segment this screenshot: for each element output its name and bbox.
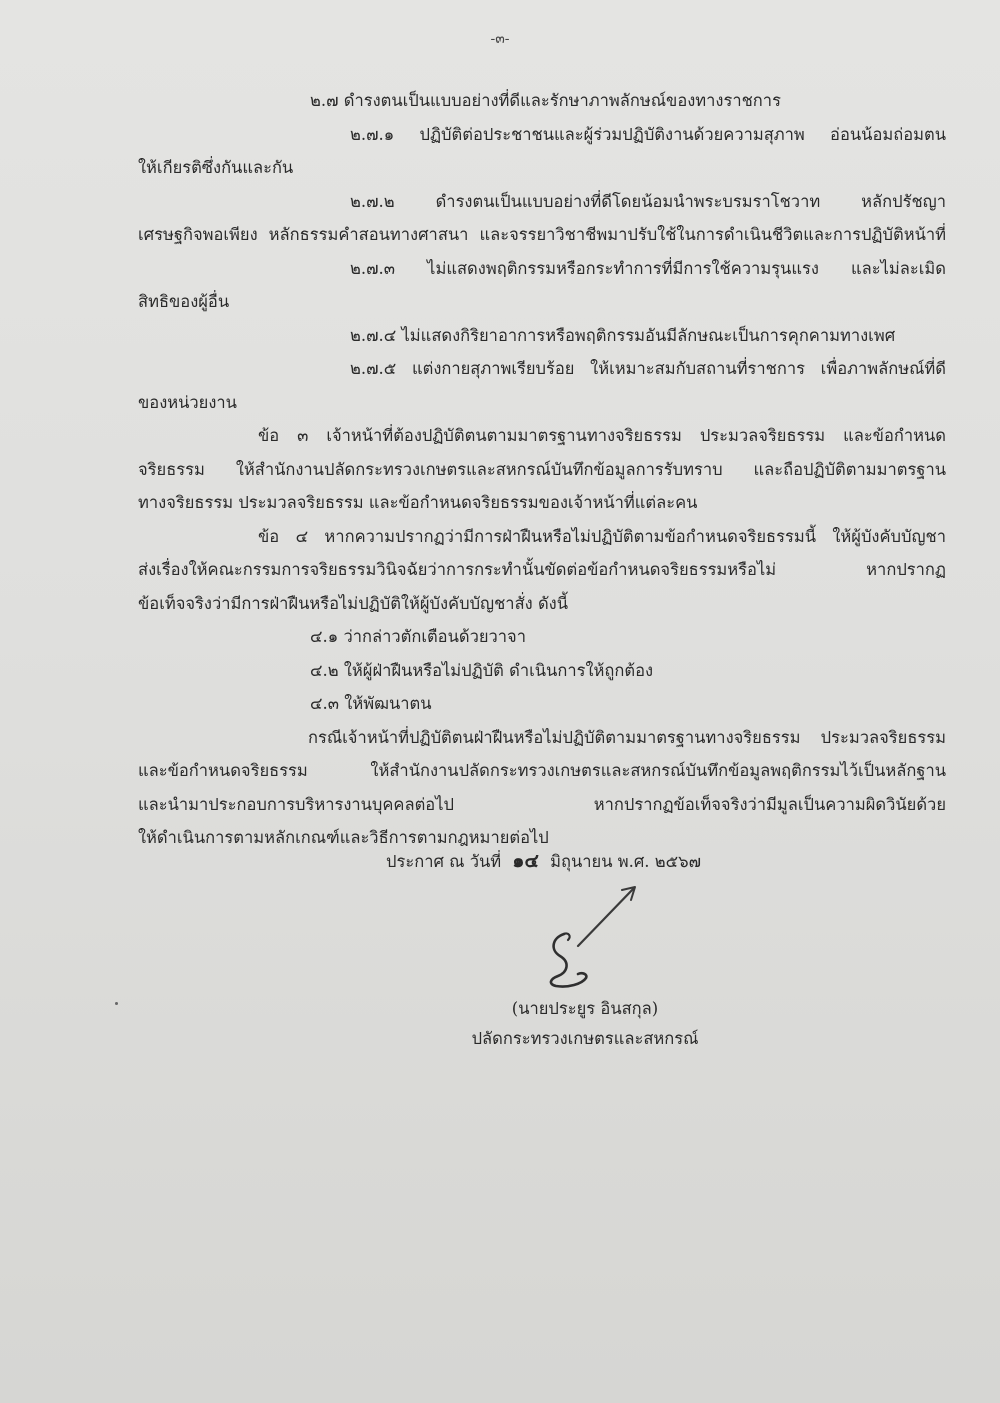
- body-line: เศรษฐกิจพอเพียง หลักธรรมคำสอนทางศาสนา และจรรยาวิชาชีพมาปรับใช้ในการดำเนินชีวิตและการปฏิบัติหน้าที่: [138, 225, 946, 244]
- signer-title: ปลัดกระทรวงเกษตรและสหกรณ์: [471, 1029, 699, 1048]
- announcement-prefix: ประกาศ ณ วันที่: [386, 852, 502, 871]
- body-line: ๒.๗.๓ ไม่แสดงพฤติกรรมหรือกระทำการที่มีการใช้ความรุนแรง และไม่ละเมิด: [350, 258, 946, 278]
- body-line: สิทธิของผู้อื่น: [138, 292, 230, 311]
- announcement-date: [386, 846, 701, 876]
- body-line: กรณีเจ้าหน้าที่ปฏิบัติตนฝ่าฝืนหรือไม่ปฏิบัติตามมาตรฐานทางจริยธรรม ประมวลจริยธรรม: [308, 727, 946, 747]
- body-line: ๔.๒ ให้ผู้ฝ่าฝืนหรือไม่ปฏิบัติ ดำเนินการให้ถูกต้อง: [310, 660, 654, 680]
- body-line: และนำมาประกอบการบริหารงานบุคคลต่อไป หากปรากฏข้อเท็จจริงว่ามีมูลเป็นความผิดวินัยด้วย: [138, 794, 946, 814]
- announcement-month-year: มิถุนายน พ.ศ. ๒๕๖๗: [550, 852, 702, 871]
- body-line: ๒.๗.๔ ไม่แสดงกิริยาอาการหรือพฤติกรรมอันมีลักษณะเป็นการคุกคามทางเพศ: [350, 325, 896, 345]
- body-line: ข้อ ๓ เจ้าหน้าที่ต้องปฏิบัติตนตามมาตรฐานทางจริยธรรม ประมวลจริยธรรม และข้อกำหนด: [258, 426, 946, 445]
- body-line: ของหน่วยงาน: [138, 392, 237, 412]
- body-line: และข้อกำหนดจริยธรรม ให้สำนักงานปลัดกระทรวงเกษตรและสหกรณ์บันทึกข้อมูลพฤติกรรมไว้เป็นหลักฐาน: [138, 761, 946, 780]
- document-body: [138, 84, 946, 855]
- scan-speck: [115, 1002, 118, 1005]
- body-line: ทางจริยธรรม ประมวลจริยธรรม และข้อกำหนดจริยธรรมของเจ้าหน้าที่แต่ละคน: [138, 493, 698, 512]
- body-line: จริยธรรม ให้สำนักงานปลัดกระทรวงเกษตรและสหกรณ์บันทึกข้อมูลการรับทราบ และถือปฏิบัติตามมาตรฐาน: [138, 459, 946, 479]
- body-line: ข้อ ๔ หากความปรากฏว่ามีการฝ่าฝืนหรือไม่ปฏิบัติตามข้อกำหนดจริยธรรมนี้ ให้ผู้บังคับบัญชา: [258, 526, 946, 546]
- announcement-day: ๑๔: [512, 850, 539, 872]
- signer-name: (นายประยูร อินสกุล): [511, 999, 659, 1018]
- body-line: ๔.๓ ให้พัฒนาตน: [310, 694, 432, 713]
- body-line: ๔.๑ ว่ากล่าวตักเตือนด้วยวาจา: [310, 627, 526, 646]
- body-line: ให้ดำเนินการตามหลักเกณฑ์และวิธีการตามกฎหมายต่อไป: [138, 828, 549, 847]
- body-line: ๒.๗.๑ ปฏิบัติต่อประชาชนและผู้ร่วมปฏิบัติงานด้วยความสุภาพ อ่อนน้อมถ่อมตน: [350, 124, 946, 144]
- page-number: -๓-: [490, 31, 510, 47]
- body-line: ๒.๗.๕ แต่งกายสุภาพเรียบร้อย ให้เหมาะสมกับสถานที่ราชการ เพื่อภาพลักษณ์ที่ดี: [350, 359, 946, 378]
- body-line: ๒.๗.๒ ดำรงตนเป็นแบบอย่างที่ดีโดยน้อมนำพระบรมราโชวาท หลักปรัชญา: [350, 191, 946, 211]
- body-line: ข้อเท็จจริงว่ามีการฝ่าฝืนหรือไม่ปฏิบัติให้ผู้บังคับบัญชาสั่ง ดังนี้: [138, 593, 568, 613]
- body-line: ๒.๗ ดำรงตนเป็นแบบอย่างที่ดีและรักษาภาพลักษณ์ของทางราชการ: [310, 91, 781, 110]
- signature-mark: [538, 880, 648, 990]
- body-line: ให้เกียรติซึ่งกันและกัน: [138, 158, 294, 177]
- body-line: ส่งเรื่องให้คณะกรรมการจริยธรรมวินิจฉัยว่าการกระทำนั้นขัดต่อข้อกำหนดจริยธรรมหรือไม่ หากปรากฏ: [138, 560, 946, 579]
